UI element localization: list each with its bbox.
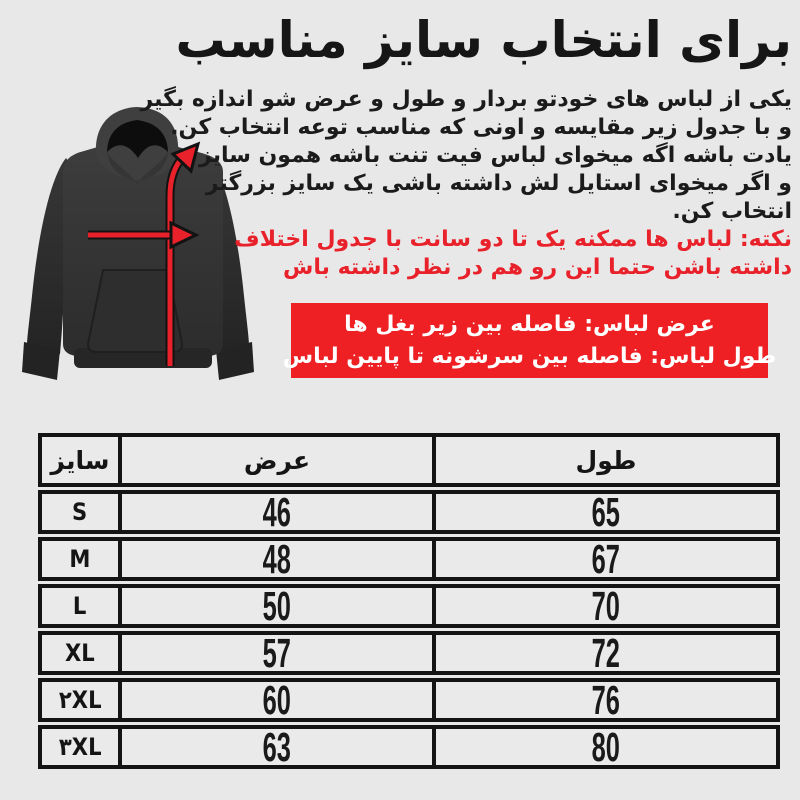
length-value: 76	[591, 682, 621, 718]
length-value: 70	[591, 588, 621, 624]
intro-text	[140, 86, 792, 282]
size-value: XL	[65, 639, 95, 667]
note-line: داشته باشن حتما این رو هم در نظر داشته باش	[283, 255, 792, 280]
header-width: عرض	[118, 437, 432, 483]
intro-line: و اگر میخوای استایل لش داشته باشی یک سایز بزرگتر	[205, 171, 792, 196]
length-value: 65	[591, 494, 621, 530]
size-value: ۳XL	[58, 733, 102, 761]
width-value: 63	[262, 729, 292, 765]
length-value: 67	[591, 541, 621, 577]
header-size: سایز	[50, 445, 110, 475]
definition-width: عرض لباس: فاصله بین زیر بغل ها	[344, 311, 715, 337]
page-title: برای انتخاب سایز مناسب	[175, 11, 792, 69]
definition-box	[282, 303, 777, 378]
width-value: 48	[262, 541, 292, 577]
size-table-header	[38, 433, 780, 487]
table-row-m	[38, 537, 780, 581]
intro-line: یکی از لباس های خودتو بردار و طول و عرض شو اندازه بگیر	[140, 87, 792, 112]
note-line: نکته: لباس ها ممکنه یک تا دو سانت با جدول اختلاف	[234, 227, 792, 252]
table-row-2xl	[38, 678, 780, 722]
width-value: 50	[262, 588, 292, 624]
table-row-s	[38, 490, 780, 534]
length-value: 80	[591, 729, 621, 765]
size-value: ۲XL	[58, 686, 102, 714]
width-value: 46	[262, 494, 292, 530]
table-row-xl	[38, 631, 780, 675]
width-value: 60	[262, 682, 292, 718]
definition-length: طول لباس: فاصله بین سرشونه تا پایین لباس	[282, 343, 777, 369]
size-value: L	[73, 592, 87, 620]
intro-line: یادت باشه اگه میخوای لباس فیت تنت باشه همون سایز	[199, 143, 792, 168]
size-table	[38, 433, 780, 769]
intro-line: انتخاب کن.	[672, 199, 792, 224]
intro-line: و با جدول زیر مقایسه و اونی که مناسب توعه انتخاب کن.	[170, 115, 792, 140]
header-length: طول	[432, 437, 776, 483]
table-row-3xl	[38, 725, 780, 769]
length-value: 72	[591, 635, 621, 671]
size-value: S	[72, 498, 88, 526]
table-row-l	[38, 584, 780, 628]
width-value: 57	[262, 635, 292, 671]
size-value: M	[69, 545, 91, 573]
